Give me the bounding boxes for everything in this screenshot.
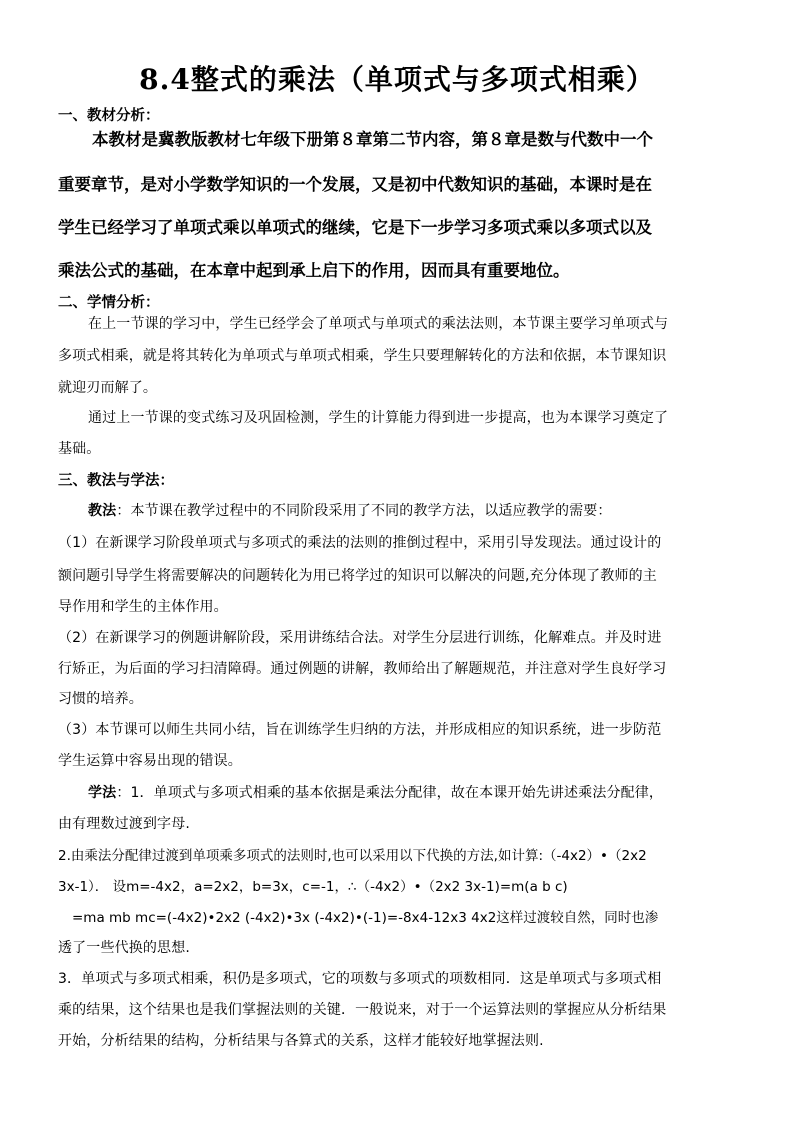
teach-line-4: （2）在新课学习的例题讲解阶段，采用讲练结合法。对学生分层进行训练，化解难点。并及时进 [58,630,662,646]
teach-method-intro [88,500,612,520]
teach-line-5: 行矫正，为后面的学习扫清障碍。通过例题的讲解，教师给出了解题规范，并注意对学生良好学习 [58,661,667,677]
learn-line-1: 由有理数过渡到字母. [58,816,190,832]
learn-line-7: 乘的结果，这个结果也是我们掌握法则的关键．一般说来，对于一个运算法则的掌握应从分析结果 [58,1002,667,1018]
learn-method-text: ：1．单项式与多项式相乘的基本依据是乘法分配律，故在本课开始先讲述乘法分配律， [116,785,664,801]
page-title: 8.4整式的乘法（单项式与多项式相乘） [139,63,655,96]
teach-line-7: （3）本节课可以师生共同小结，旨在训练学生归纳的方法，并形成相应的知识系统，进一步防范 [58,722,662,738]
section-2-line-4: 通过上一节课的变式练习及巩固检测，学生的计算能力得到进一步提高，也为本课学习奠定了 [88,410,669,426]
section-3-heading: 三、教法与学法： [58,473,174,489]
section-2-line-1: 在上一节课的学习中，学生已经学会了单项式与单项式的乘法法则，本节课主要学习单项式与 [88,316,669,332]
section-2-heading: 二、学情分析： [58,295,160,311]
learn-method-label: 学法 [88,785,117,801]
teach-line-1: （1）在新课学习阶段单项式与多项式的乘法的法则的推倒过程中，采用引导发现法。通过设计的 [58,535,662,551]
teach-method-text: ：本节课在教学过程中的不同阶段采用了不同的教学方法，以适应教学的需要： [116,503,612,519]
section-1-line-3: 学生已经学习了单项式乘以单项式的继续，它是下一步学习多项式乘以多项式以及 [58,218,652,237]
section-1-line-4: 乘法公式的基础，在本章中起到承上启下的作用，因而具有重要地位。 [58,261,570,280]
learn-line-3: 3x-1）． 设m=-4x2，a=2x2，b=3x，c=-1，∴（-4x2）•（2x2 3x-1)=m(a b c) [58,879,568,895]
learn-line-4: =ma mb mc=(-4x2)•2x2 (-4x2)•3x (-4x2)•(-1)=-8x4-12x3 4x2这样过渡较自然，同时也渗 [72,910,659,926]
learn-line-8: 开始，分析结果的结构，分析结果与各算式的关系，这样才能较好地掌握法则. [58,1033,544,1049]
teach-line-6: 习惯的培养。 [58,691,143,707]
learn-method-intro [88,782,663,802]
learn-line-6: 3．单项式与多项式相乘，积仍是多项式，它的项数与多项式的项数相同．这是单项式与多项式相 [58,971,662,987]
section-1-line-2: 重要章节，是对小学数学知识的一个发展，又是初中代数知识的基础，本课时是在 [58,175,652,194]
section-1-line-1: 本教材是冀教版教材七年级下册第８章第二节内容，第８章是数与代数中一个 [92,130,653,149]
section-2-line-2: 多项式相乘，就是将其转化为单项式与单项式相乘，学生只要理解转化的方法和依据，本节课知识 [58,348,667,364]
learn-line-5: 透了一些代换的思想. [58,940,190,956]
teach-line-3: 导作用和学生的主体作用。 [58,599,228,615]
teach-method-label: 教法 [88,503,117,519]
section-2-line-5: 基础。 [58,441,101,457]
learn-line-2: 2.由乘法分配律过渡到单项乘多项式的法则时,也可以采用以下代换的方法,如计算:（-4x2）•（2x2 [58,848,647,864]
teach-line-8: 学生运算中容易出现的错误。 [58,753,242,769]
teach-line-2: 额问题引导学生将需要解决的问题转化为用已将学过的知识可以解决的问题,充分体现了教师的主 [58,568,657,584]
section-1-heading: 一、教材分析： [58,108,160,124]
section-2-line-3: 就迎刃而解了。 [58,380,158,396]
